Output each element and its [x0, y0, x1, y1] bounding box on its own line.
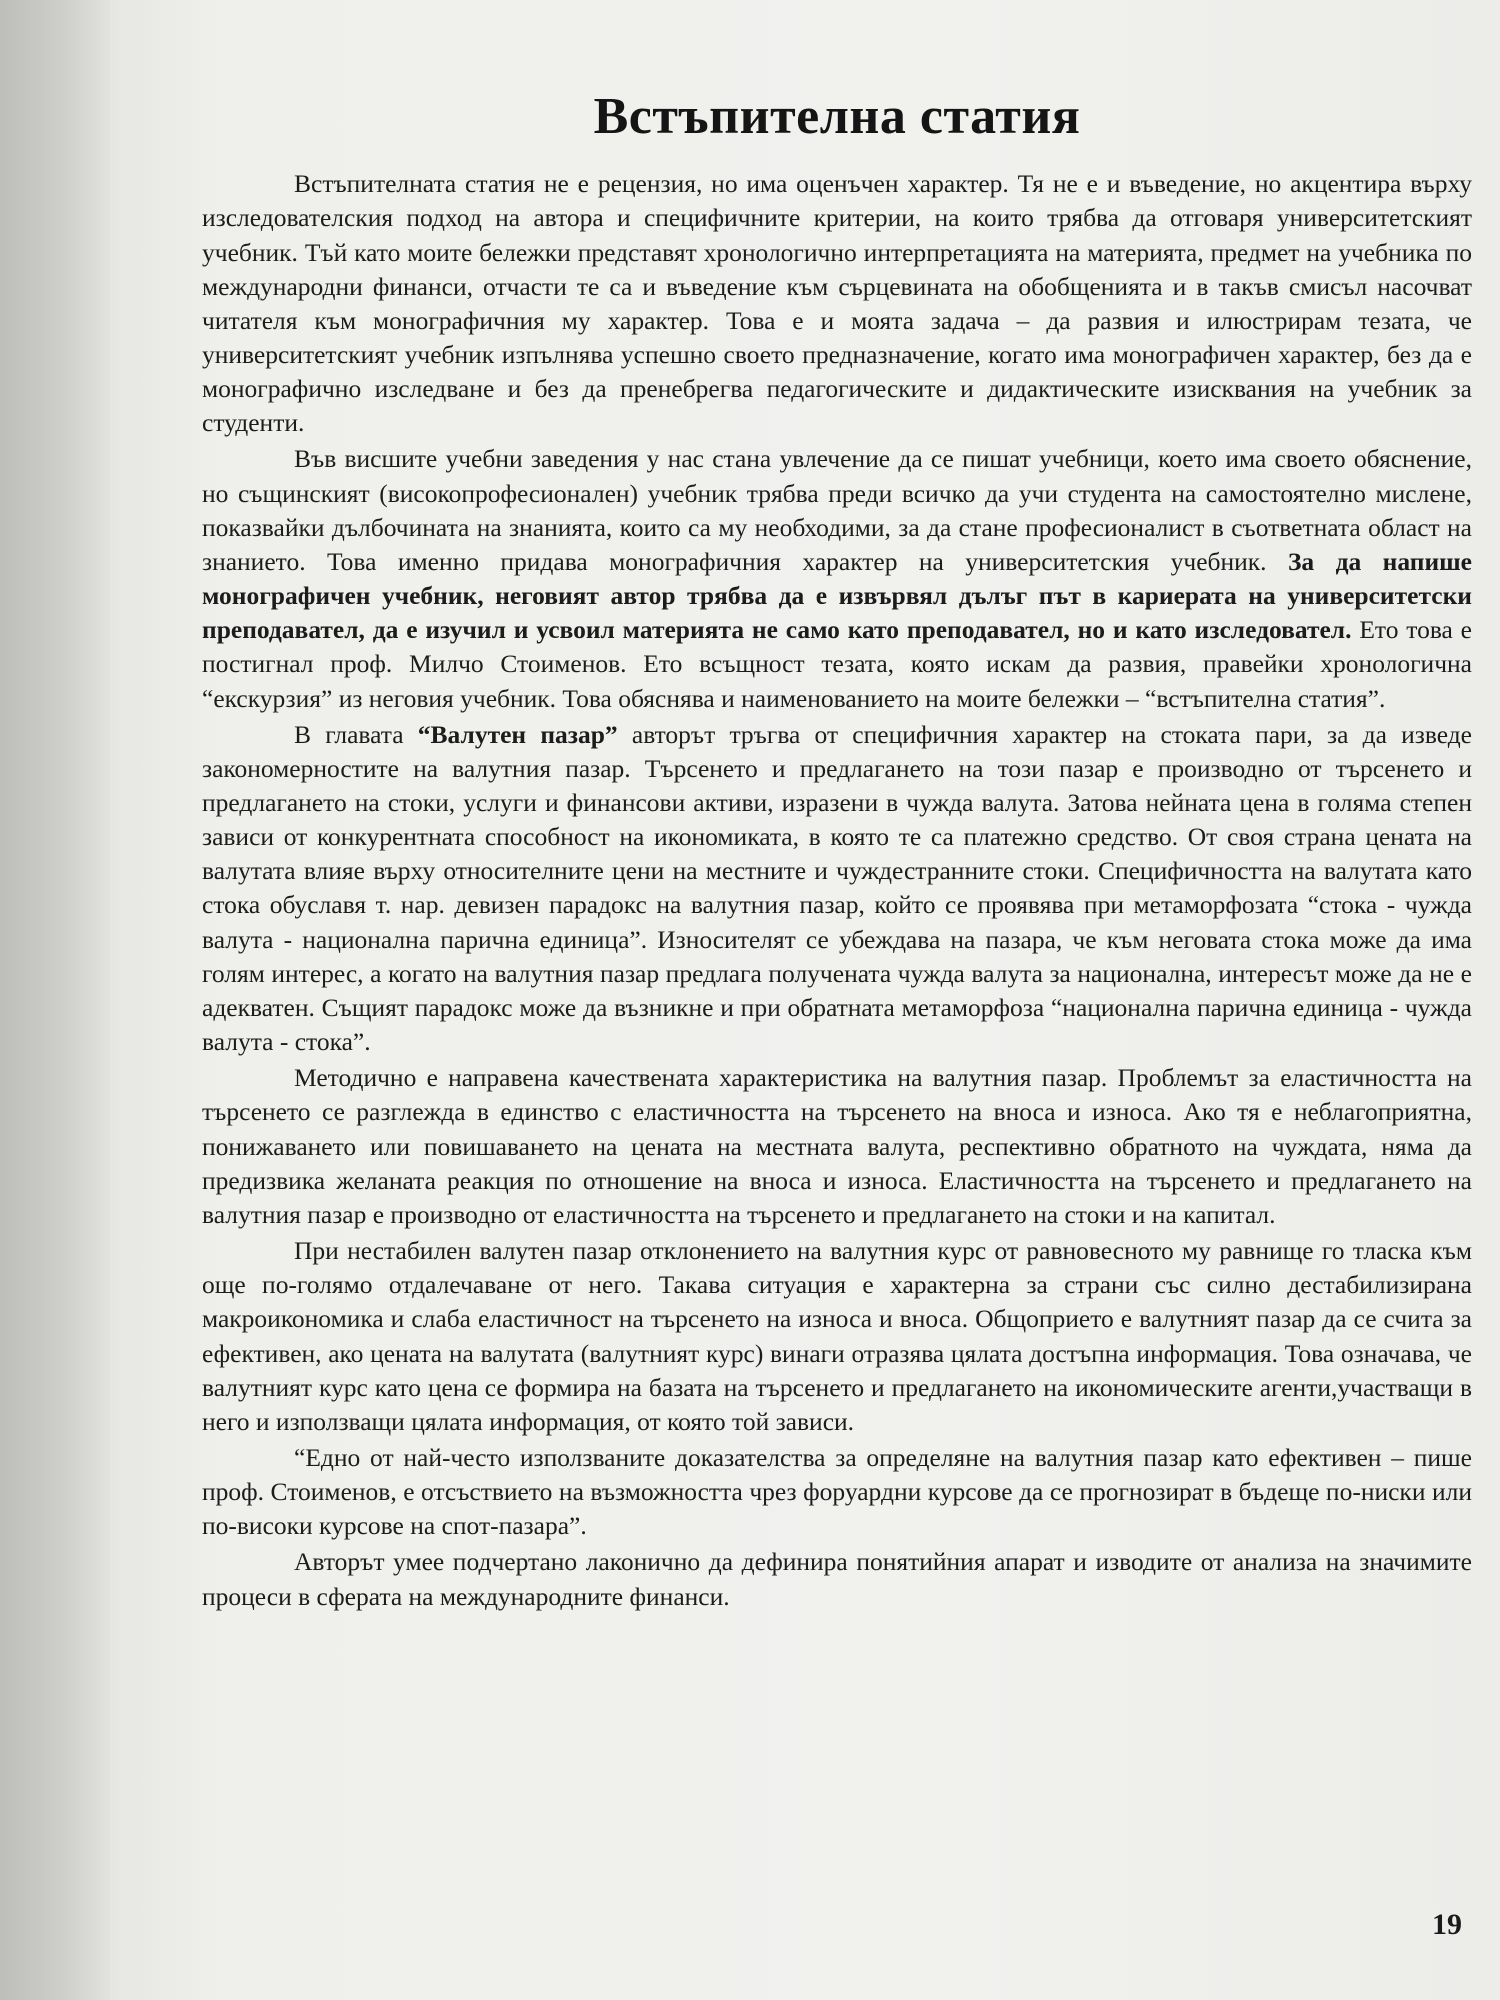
page-title: Встъпителна статия [593, 88, 1081, 145]
paragraph-4: Методично е направена качествената характеристика на валутния пазар. Проблемът за еластичността на търсенето се разглежда в единство с еластичността на търсенето на вноса и износа. Ако тя е неблагоприятна, понижаването или повишаването на цената на местната валута, респективно обратното на чуждата, няма да предизвика желаната реакция по отношение на вноса и износа. Еластичността на търсенето и предлагането на валутния пазар е производно от еластичността на търсенето и предлагането на стоки и на капитал. [202, 1063, 1472, 1229]
paragraph-5: При нестабилен валутен пазар отклонението на валутния курс от равновесното му равнище го тласка към още по-голямо отдалечаване от него. Такава ситуация е характерна за страни със силно дестабилизирана макроикономика и слаба еластичност на търсенето на износа и вноса. Общоприето е валутният пазар да се счита за ефективен, ако цената на валутата (валутният курс) винаги отразява цялата достъпна информация. Това означава, че валутният курс като цена се формира на базата на търсенето и предлагането на икономическите агенти,участващи в него и използващи цялата информация, от която той зависи. [202, 1236, 1472, 1436]
paragraph-6: “Едно от най-често използваните доказателства за определяне на валутния пазар като ефективен – пише проф. Стоименов, е отсъствието на възможността чрез форуардни курсове да се прогнозират в бъдеще по-ниски или по-високи курсове на спот-пазара”. [202, 1442, 1472, 1541]
page-number: 19 [1432, 1908, 1462, 1941]
paragraph-3-text-before: В главата [294, 719, 418, 749]
paragraph-2-bold-text: За да напише монографичен учебник, неговият автор трябва да е извървял дълъг път в кариерата на университетски преподавател, да е изучил и усвоил материята не само като преподавател, но и като изследовател. [202, 546, 1472, 645]
book-page [110, 0, 1500, 2000]
paragraph-3-bold-text: “Валутен пазар” [417, 719, 618, 749]
page-content [202, 88, 1472, 1614]
paragraph-2-text-after: Ето това е постигнал проф. Милчо Стоименов. Ето всъщност тезата, която искам да развия, правейки хронологична “екскурзия” из неговия учебник. Това обяснява и наименованието на моите бележки – “встъпителна статия”. [202, 615, 1472, 713]
paragraph-2-text-before: Във висшите учебни заведения у нас стана увлечение да се пишат учебници, което има своето обяснение, но същинският (високопрофесионален) учебник трябва преди всичко да учи студента на самостоятелно мислене, показвайки дълбочината на знанията, които са му необходими, за да стане професионалист в съответната област на знанието. Това именно придава монографичния характер на университетския учебник. [202, 444, 1472, 576]
paragraph-1: Встъпителната статия не е рецензия, но има оценъчен характер. Тя не е и въведение, но акцентира върху изследователския подход на автора и специфичните критерии, на които трябва да отговаря университетският учебник. Тъй като моите бележки представят хронологично интерпретацията на материята, предмет на учебника по международни финанси, отчасти те са и въведение към сърцевината на обобщенията и в такъв смисъл насочват читателя към монографичния му характер. Това е и моята задача – да развия и илюстрирам тезата, че университетският учебник изпълнява успешно своето предназначение, когато има монографичен характер, без да е монографично изследване и без да пренебрегва педагогическите и дидактическите изисквания на учебник за студенти. [202, 169, 1472, 438]
paragraph-3 [202, 718, 1472, 1060]
paragraph-3-text-after: авторът тръгва от специфичния характер на стоката пари, за да изведе закономерностите на валутния пазар. Търсенето и предлагането на този пазар е производно от търсенето и предлагането на стоки, услуги и финансови активи, изразени в чужда валута. Затова нейната цена в голяма степен зависи от конкурентната способност на икономиката, в която те са платежно средство. От своя страна цената на валутата влияе върху относителните цени на местните и чуждестранните стоки. Специфичността на валутата като стока обуславя т. нар. девизен парадокс на валутния пазар, който се проявява при метаморфозата “стока - чужда валута - национална парична единица”. Износителят се убеждава на пазара, че към неговата стока може да има голям интерес, а когато на валутния пазар предлага получената чужда валута за национална, интересът може да не е адекватен. Същият парадокс може да възникне и при обратната метаморфоза “национална парична единица - чужда валута - стока”. [202, 719, 1472, 1057]
paragraph-2 [202, 442, 1472, 715]
paragraph-7: Авторът умее подчертано лаконично да дефинира понятийния апарат и изводите от анализа на значимите процеси в сферата на международните финанси. [202, 1547, 1472, 1611]
book-spine [0, 0, 110, 2000]
